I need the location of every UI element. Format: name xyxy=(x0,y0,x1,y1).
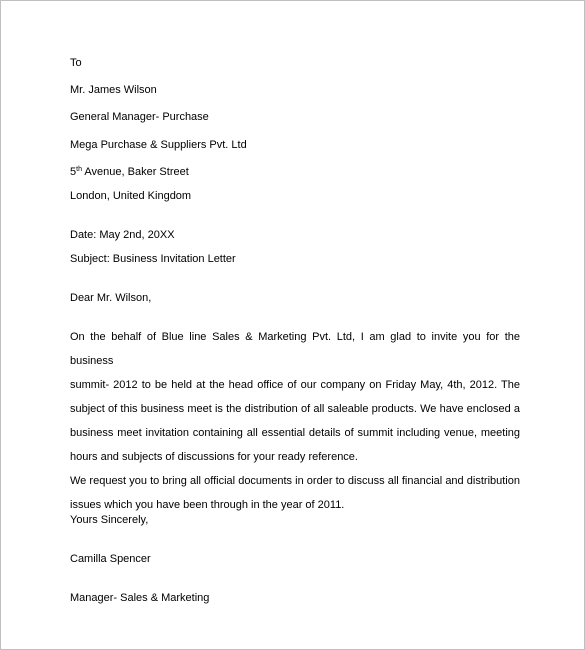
recipient-name: Mr. James Wilson xyxy=(70,84,157,96)
street-number-suffix: th xyxy=(76,166,82,173)
recipient-title: General Manager- Purchase xyxy=(70,111,209,123)
body-line: hours and subjects of discussions for your ready reference. xyxy=(70,451,358,463)
sender-name: Camilla Spencer xyxy=(70,553,151,565)
recipient-street-address xyxy=(70,165,189,179)
street-number: 5 xyxy=(70,166,77,178)
street-name: Avenue, Baker Street xyxy=(81,166,189,178)
body-line: On the behalf of Blue line Sales & Marketing Pvt. Ltd, I am glad to invite you for the business xyxy=(70,331,520,367)
salutation: Dear Mr. Wilson, xyxy=(70,292,152,304)
letter-date: Date: May 2nd, 20XX xyxy=(70,229,175,241)
letter-subject: Subject: Business Invitation Letter xyxy=(70,253,236,265)
body-line: issues which you have been through in the year of 2011. xyxy=(70,499,345,511)
body-line: summit- 2012 to be held at the head office of our company on Friday May, 4th, 2012. The xyxy=(70,379,520,391)
recipient-company: Mega Purchase & Suppliers Pvt. Ltd xyxy=(70,139,247,151)
recipient-city: London, United Kingdom xyxy=(70,190,192,202)
sender-title: Manager- Sales & Marketing xyxy=(70,592,210,604)
letter-body xyxy=(70,325,520,517)
body-line: subject of this business meet is the distribution of all saleable products. We have enclosed a xyxy=(70,403,520,415)
to-label: To xyxy=(70,57,82,69)
body-line: business meet invitation containing all essential details of summit including venue, meeting xyxy=(70,427,520,439)
body-line: We request you to bring all official documents in order to discuss all financial and distribution xyxy=(70,475,520,487)
closing: Yours Sincerely, xyxy=(70,514,149,526)
